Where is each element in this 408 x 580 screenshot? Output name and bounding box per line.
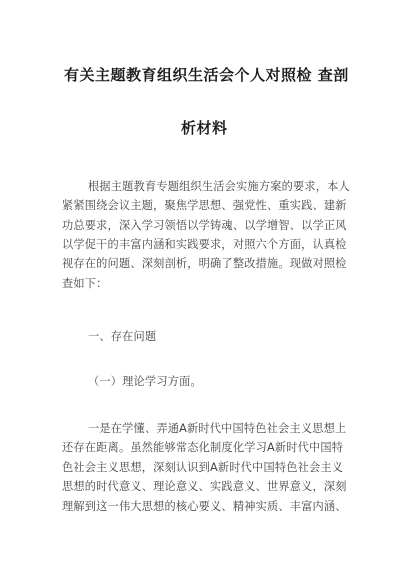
intro-line: 以学促干的丰富内涵和实践要求，对照六个方面，认真检 — [62, 238, 347, 251]
intro-line: 功总要求，深入学习领悟以学铸魂、以学增智、以学正风 — [62, 219, 347, 232]
section-heading: 一、存在问题 — [88, 330, 157, 343]
paragraph-line: 理解到这一伟大思想的核心要义、精神实质、丰富内涵、 — [62, 500, 347, 513]
document-title-line-2: 析材料 — [181, 119, 228, 137]
paragraph-line: 色社会主义思想，深刻认识到A新时代中国特色社会主义 — [62, 461, 344, 474]
intro-line: 根据主题教育专题组织生活会实施方案的要求，本人 — [88, 180, 350, 193]
paragraph-line: 还存在距离。虽然能够常态化制度化学习A新时代中国特 — [62, 441, 344, 454]
paragraph-line: 思想的时代意义、理论意义、实践意义、世界意义，深刻 — [62, 480, 347, 493]
intro-line: 视存在的问题、深刻剖析，明确了整改措施。现做对照检 — [62, 257, 347, 270]
subsection-heading: （一）理论学习方面。 — [88, 375, 202, 388]
paragraph-line: 一是在学懂、弄通A新时代中国特色社会主义思想上 — [88, 422, 347, 435]
intro-line: 查如下： — [62, 277, 108, 290]
intro-line: 紧紧围绕会议主题，聚焦学思想、强党性、重实践、建新 — [62, 199, 347, 212]
document-title-line-1: 有关主题教育组织生活会个人对照检 查剖 — [64, 66, 349, 84]
